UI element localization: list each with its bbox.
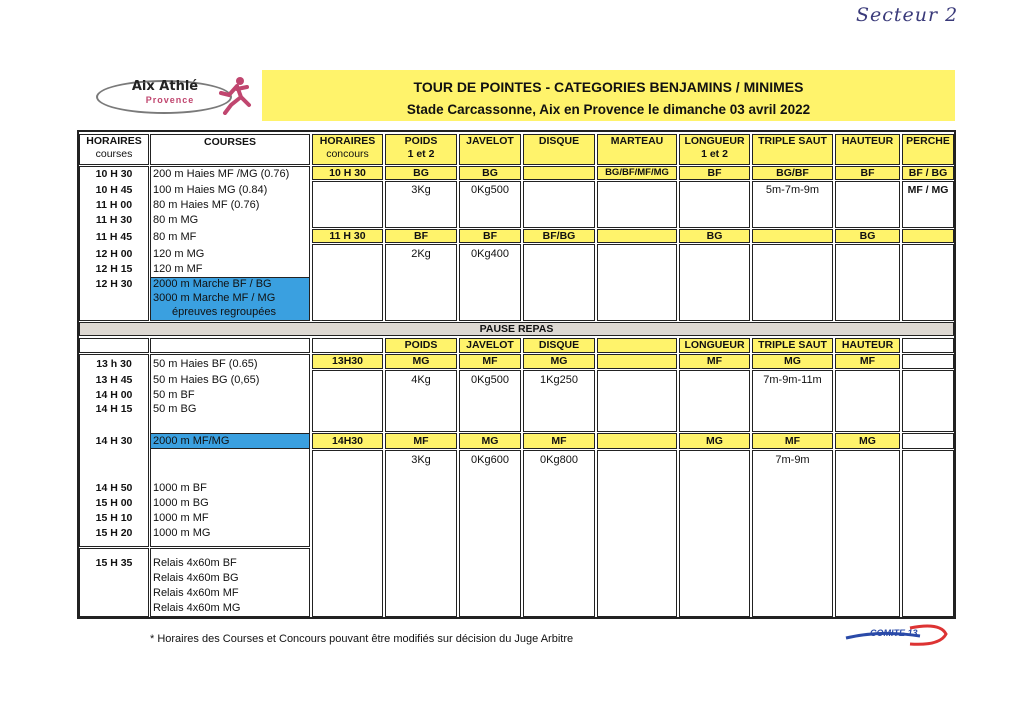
pm-header-longueur: LONGUEUR [679,338,750,353]
longueur-group: MF [679,354,750,369]
poids-group: BG [385,166,457,180]
empty-cell [312,244,383,321]
concours-time: 13H30 [312,354,383,369]
logo-sub: Provence [145,95,195,105]
weight-cell [523,181,595,228]
javelot-weight: 0Kg500 [471,184,509,196]
empty-cell [312,450,383,617]
weight-cell [835,181,900,228]
col-header-perche: PERCHE [902,134,954,165]
race-time: 15 H 35 [95,557,133,569]
perche-group [902,229,954,243]
col-header-javelot: JAVELOT [459,134,521,165]
pm-header-marteau [597,338,677,353]
race-time: 10 H 30 [95,168,133,180]
hauteur-group: BG [835,229,900,243]
disque-group [523,166,595,180]
perche-group-2: MF / MG [907,184,949,196]
weight-cell [523,244,595,321]
javelot-weight: 0Kg600 [471,454,509,466]
race-label: Relais 4x60m BF [153,557,237,569]
weight-cell [597,450,677,617]
weight-cell [597,244,677,321]
longueur-group: MG [679,433,750,449]
pm-header-poids: POIDS [385,338,457,353]
poids-group: MF [385,433,457,449]
svg-text:COMITE 13: COMITE 13 [870,628,918,638]
race-time: 11 H 00 [95,199,133,211]
triple-group [752,229,833,243]
triple-group: BG/BF [752,166,833,180]
empty-cell [312,338,383,353]
triple-group: MG [752,354,833,369]
page-title: TOUR DE POINTES - CATEGORIES BENJAMINS / MINIMES [413,79,804,95]
race-time: 15 H 20 [95,527,133,539]
disque-group: MG [523,354,595,369]
handwritten-sector-note: Secteur 2 [856,4,959,26]
weight-cell [752,450,833,617]
col-header-courses: COURSES [150,134,310,165]
race-label: 2000 m Marche BF / BG [153,278,272,290]
disque-group: BF/BG [523,229,595,243]
weight-cell [385,450,457,617]
triple-boards: 7m-9m [775,454,810,466]
perche-group: BF / BG [902,166,954,180]
pause-repas-row: PAUSE REPAS [79,322,954,336]
poids-group: MG [385,354,457,369]
disque-weight: 1Kg250 [540,374,578,386]
javelot-group: MG [459,433,521,449]
weight-cell [902,370,954,432]
race-label: 80 m MF [153,231,197,243]
race-label: 120 m MF [153,263,203,275]
race-time: 11 H 45 [95,231,133,243]
disque-weight: 0Kg800 [540,454,578,466]
race-label: 80 m Haies MF (0.76) [153,199,260,211]
race-label: Relais 4x60m MF [153,587,239,599]
poids-group: BF [385,229,457,243]
triple-group: MF [752,433,833,449]
marteau-group [597,433,677,449]
race-label: Relais 4x60m BG [153,572,239,584]
weight-cell [835,450,900,617]
col-header-poids: POIDS 1 et 2 [385,134,457,165]
javelot-weight: 0Kg400 [471,248,509,260]
race-time: 12 H 00 [95,248,133,260]
race-label: épreuves regroupées [172,306,276,318]
col-header-hauteur: HAUTEUR [835,134,900,165]
col-header-marteau: MARTEAU [597,134,677,165]
concours-time: 14H30 [312,433,383,449]
page-subtitle: Stade Carcassonne, Aix en Provence le dimanche 03 avril 2022 [406,102,811,117]
race-label: Relais 4x60m MG [153,602,241,614]
longueur-group: BG [679,229,750,243]
poids-weight: 3Kg [411,454,431,466]
pm-header-triple: TRIPLE SAUT [752,338,833,353]
disque-group: MF [523,433,595,449]
race-label: 50 m BF [153,389,195,401]
pm-header-javelot: JAVELOT [459,338,521,353]
hauteur-group: BF [835,166,900,180]
empty-cell [312,181,383,228]
race-time: 14 H 15 [95,403,133,415]
race-label: 50 m Haies BG (0,65) [153,374,260,386]
empty-cell [902,433,954,449]
race-label: 1000 m BF [153,482,207,494]
poids-weight: 4Kg [411,374,431,386]
concours-time: 10 H 30 [312,166,383,180]
javelot-group: BF [459,229,521,243]
race-label: 50 m Haies BF (0.65) [153,358,258,370]
javelot-weight: 0Kg500 [471,374,509,386]
weight-cell [679,244,750,321]
col-header-longueur: LONGUEUR 1 et 2 [679,134,750,165]
weight-cell [597,370,677,432]
weight-cell [679,450,750,617]
race-label: 1000 m MF [153,512,209,524]
race-time: 11 H 30 [95,214,133,226]
race-time: 12 H 15 [95,263,133,275]
weight-cell [679,181,750,228]
col-header-horaires-concours: HORAIRES concours [312,134,383,165]
pm-header-hauteur: HAUTEUR [835,338,900,353]
pm-header-disque: DISQUE [523,338,595,353]
javelot-group: MF [459,354,521,369]
empty-cell [150,338,310,353]
race-label: 100 m Haies MG (0.84) [153,184,268,196]
empty-cell [79,338,149,353]
race-time: 14 H 50 [95,482,133,494]
race-label: 120 m MG [153,248,205,260]
race-label: 50 m BG [153,403,197,415]
weight-cell [752,244,833,321]
poids-weight: 3Kg [411,184,431,196]
race-label: 2000 m MF/MG [153,435,230,447]
javelot-group: BG [459,166,521,180]
race-label: 200 m Haies MF /MG (0.76) [153,168,290,180]
race-time: 13 H 45 [95,374,133,386]
weight-cell [835,370,900,432]
race-time: 15 H 00 [95,497,133,509]
marteau-group [597,229,677,243]
marteau-group: BG/BF/MF/MG [597,166,677,180]
race-time: 14 H 00 [95,389,133,401]
comite-13-logo [840,624,950,650]
poids-weight: 2Kg [411,248,431,260]
race-label: 80 m MG [153,214,199,226]
empty-cell [902,338,954,353]
weight-cell [902,244,954,321]
footnote: * Horaires des Courses et Concours pouvant être modifiés sur décision du Juge Arbitre [150,633,574,645]
weight-cell [902,450,954,617]
concours-time: 11 H 30 [312,229,383,243]
race-time: 13 h 30 [96,358,132,370]
marteau-group [597,354,677,369]
weight-cell [597,181,677,228]
runner-logo-icon [215,75,255,115]
weight-cell [523,450,595,617]
race-label: 1000 m BG [153,497,209,509]
race-time: 15 H 10 [95,512,133,524]
col-header-horaires-courses: HORAIRES courses [79,134,149,165]
race-time: 10 H 45 [95,184,133,196]
race-label: 1000 m MG [153,527,211,539]
race-time: 12 H 30 [95,278,133,290]
weight-cell [835,244,900,321]
logo-name: Aix Athlé [131,79,199,94]
triple-boards: 5m-7m-9m [765,184,820,196]
empty-cell [902,354,954,369]
hauteur-group: MG [835,433,900,449]
hauteur-group: MF [835,354,900,369]
weight-cell [679,370,750,432]
race-time: 14 H 30 [95,435,133,447]
weight-cell [459,450,521,617]
longueur-group: BF [679,166,750,180]
triple-boards: 7m-9m-11m [763,374,822,386]
col-header-disque: DISQUE [523,134,595,165]
empty-cell [312,370,383,432]
col-header-triple-saut: TRIPLE SAUT [752,134,833,165]
race-label: 3000 m Marche MF / MG [153,292,276,304]
